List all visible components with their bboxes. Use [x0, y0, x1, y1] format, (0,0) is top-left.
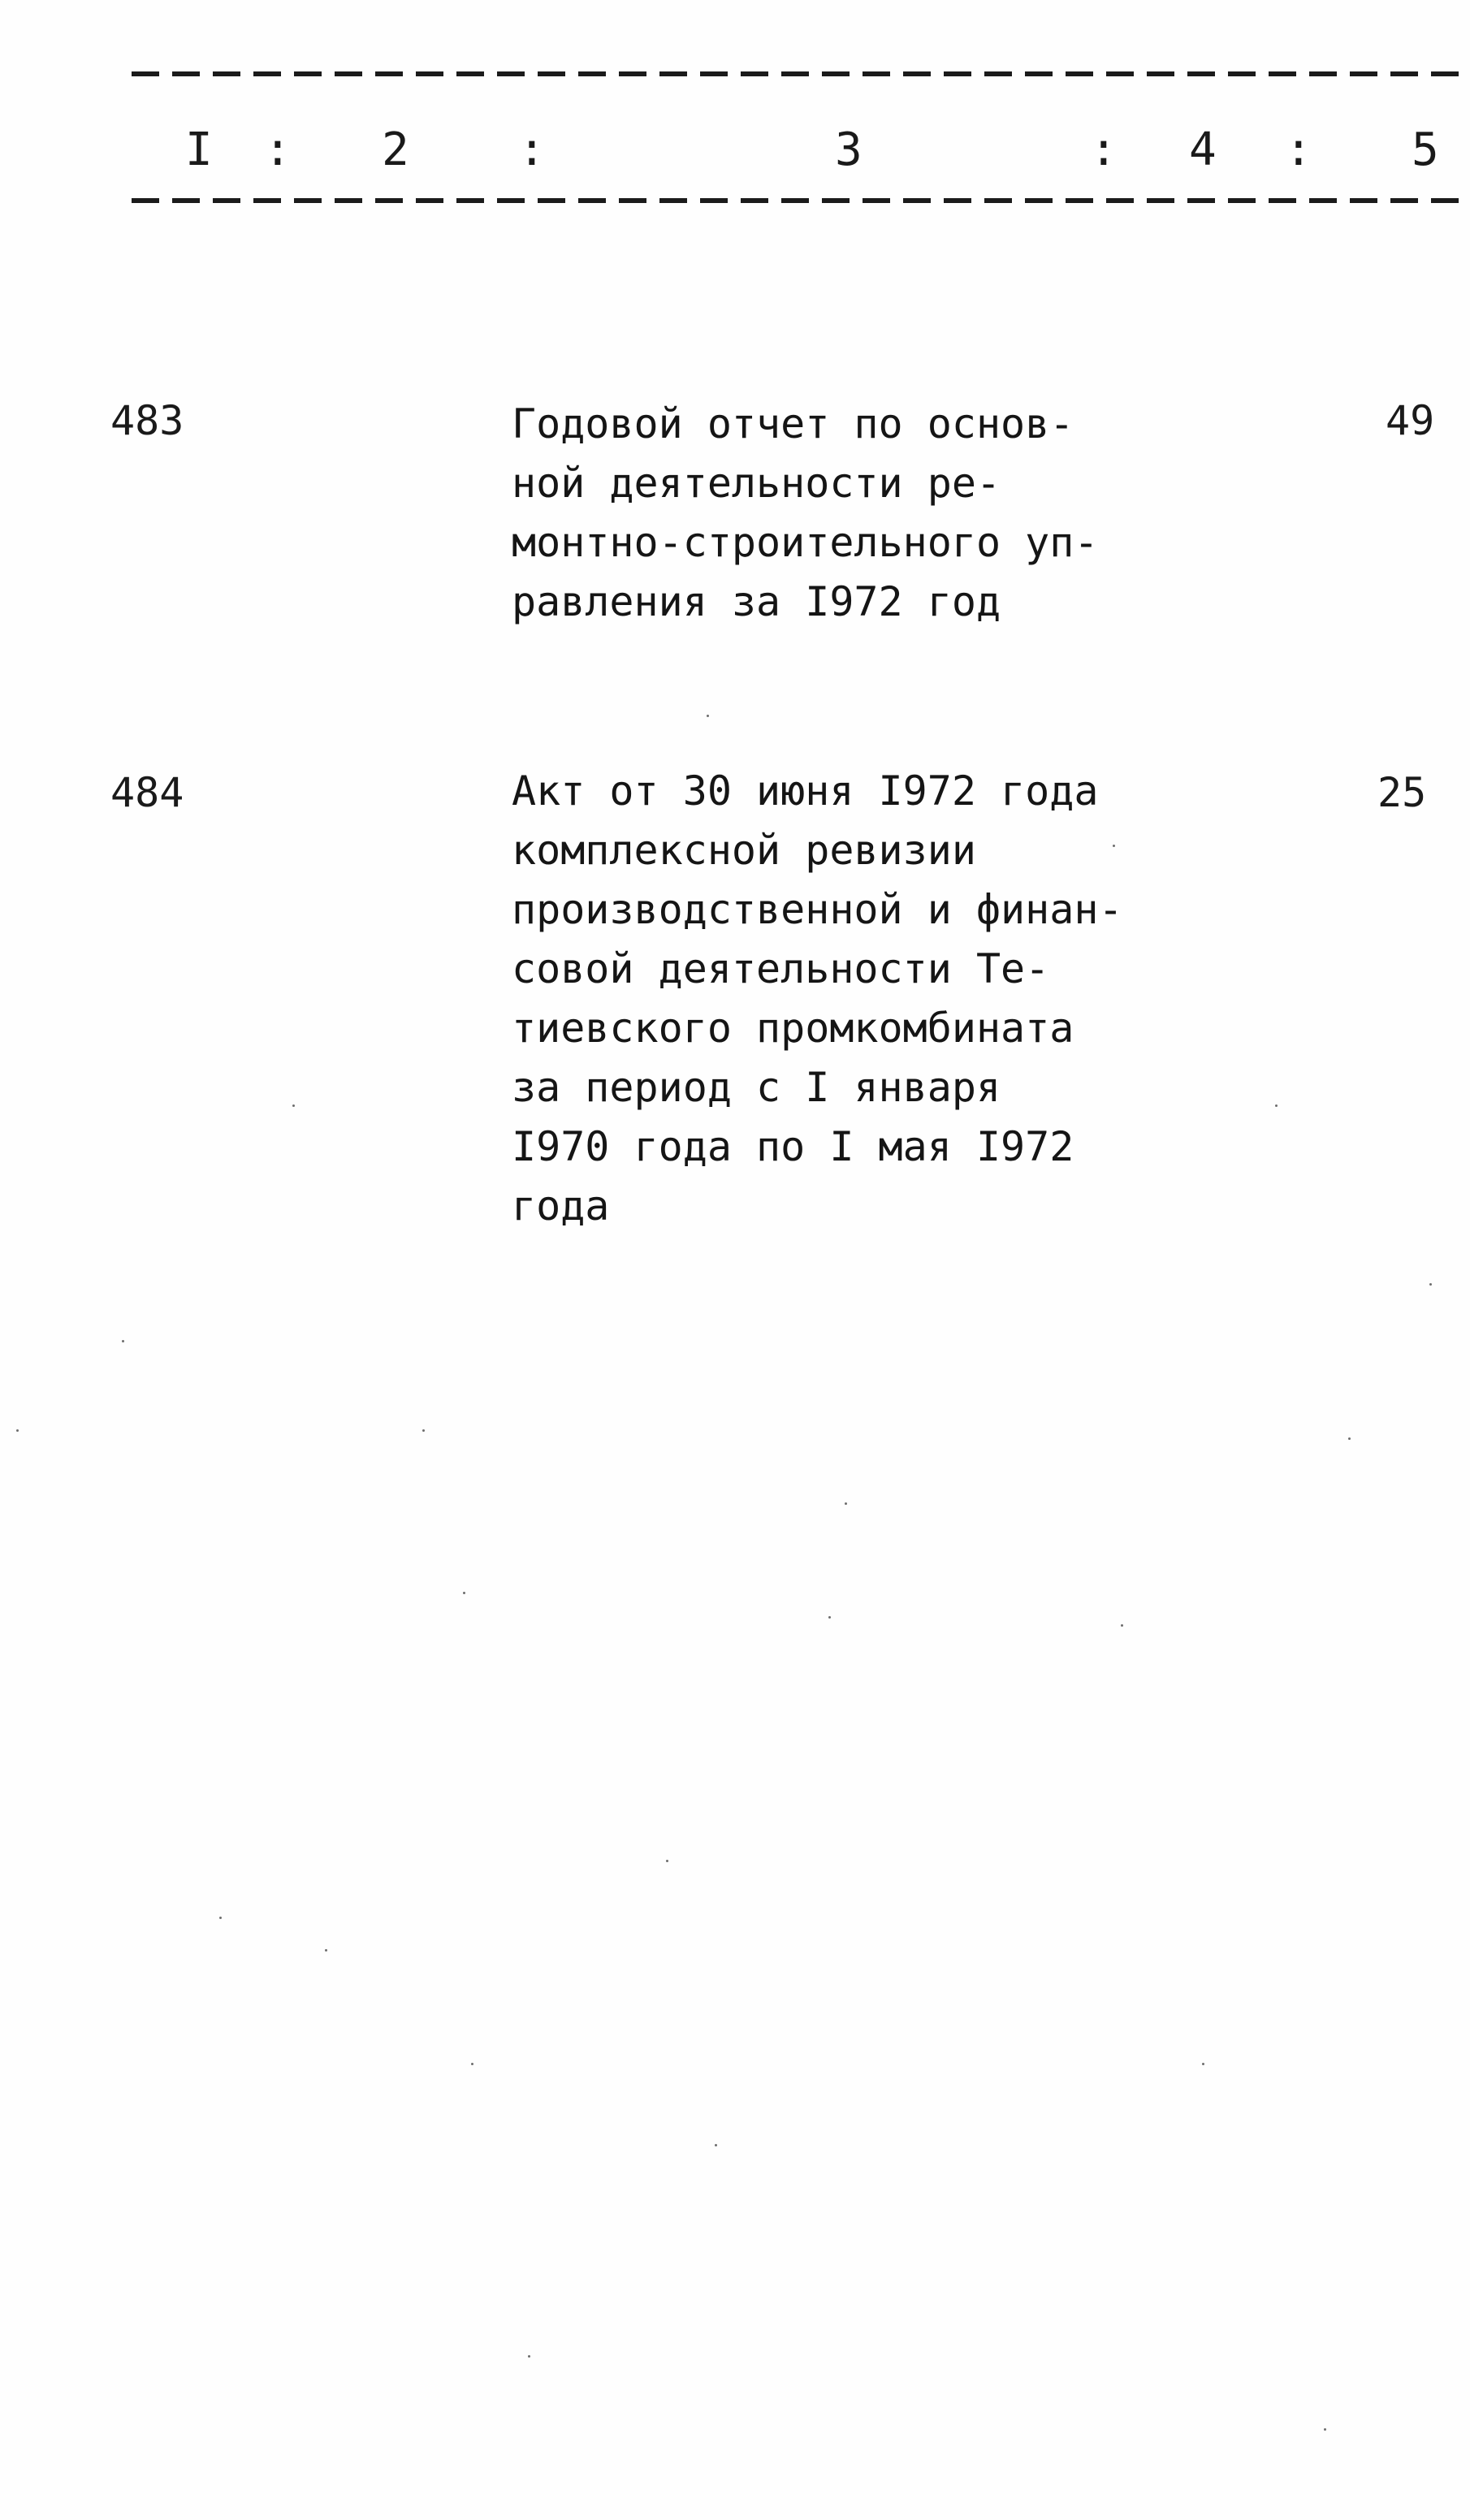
scan-speck — [219, 1917, 222, 1919]
sheet-count: 49 — [1386, 397, 1435, 444]
scan-speck — [325, 1949, 327, 1952]
record-number: 484 — [110, 769, 184, 816]
scan-speck — [1275, 1104, 1278, 1107]
description-line: совой деятельности Те- — [512, 945, 1050, 992]
description-line: года — [512, 1182, 610, 1230]
description-line: тиевского промкомбината — [512, 1005, 1074, 1052]
scan-speck — [1113, 845, 1115, 847]
scan-speck — [122, 1340, 124, 1342]
header-bottom-dashed-rule — [132, 198, 1470, 203]
column-header-2: 2 — [382, 123, 409, 176]
description-line: монтно-строительного уп- — [512, 519, 1099, 566]
scan-speck — [471, 2063, 473, 2065]
scan-speck — [1121, 1624, 1123, 1627]
description-line: производственной и финан- — [512, 886, 1123, 933]
record-number: 483 — [110, 397, 184, 444]
scan-speck — [666, 1860, 668, 1862]
column-separator-4: : — [1285, 123, 1312, 176]
scan-speck — [707, 715, 709, 717]
column-separator-2: : — [518, 123, 546, 176]
scan-speck — [463, 1592, 465, 1594]
description-line: I970 года по I мая I972 — [512, 1123, 1074, 1170]
scan-speck — [528, 2355, 530, 2358]
scan-speck — [828, 1616, 831, 1619]
description-line: комплексной ревизии — [512, 827, 976, 874]
record-description — [512, 762, 1178, 1236]
scan-speck — [1324, 2428, 1326, 2431]
scan-speck — [1429, 1283, 1432, 1286]
scan-speck — [422, 1429, 425, 1432]
column-separator-1: : — [264, 123, 292, 176]
scan-speck — [292, 1104, 295, 1107]
column-header-4: 4 — [1189, 123, 1217, 176]
description-line: Годовой отчет по основ- — [512, 400, 1074, 447]
column-header-5: 5 — [1412, 123, 1439, 176]
column-header-1: I — [185, 123, 213, 176]
sheet-count: 25 — [1377, 769, 1427, 816]
scan-speck — [715, 2144, 717, 2146]
header-top-dashed-rule — [132, 71, 1470, 76]
scan-speck — [845, 1502, 847, 1505]
description-line: за период с I января — [512, 1064, 1001, 1111]
description-line: равления за I972 год — [512, 578, 1001, 625]
description-line: ной деятельности ре- — [512, 460, 1001, 507]
description-line: Акт от 30 июня I972 года — [512, 767, 1099, 815]
column-header-3: 3 — [835, 123, 863, 176]
record-description — [512, 395, 1178, 632]
scan-speck — [16, 1429, 19, 1432]
scan-speck — [1202, 2063, 1204, 2065]
scan-speck — [1348, 1437, 1351, 1440]
column-separator-3: : — [1090, 123, 1118, 176]
